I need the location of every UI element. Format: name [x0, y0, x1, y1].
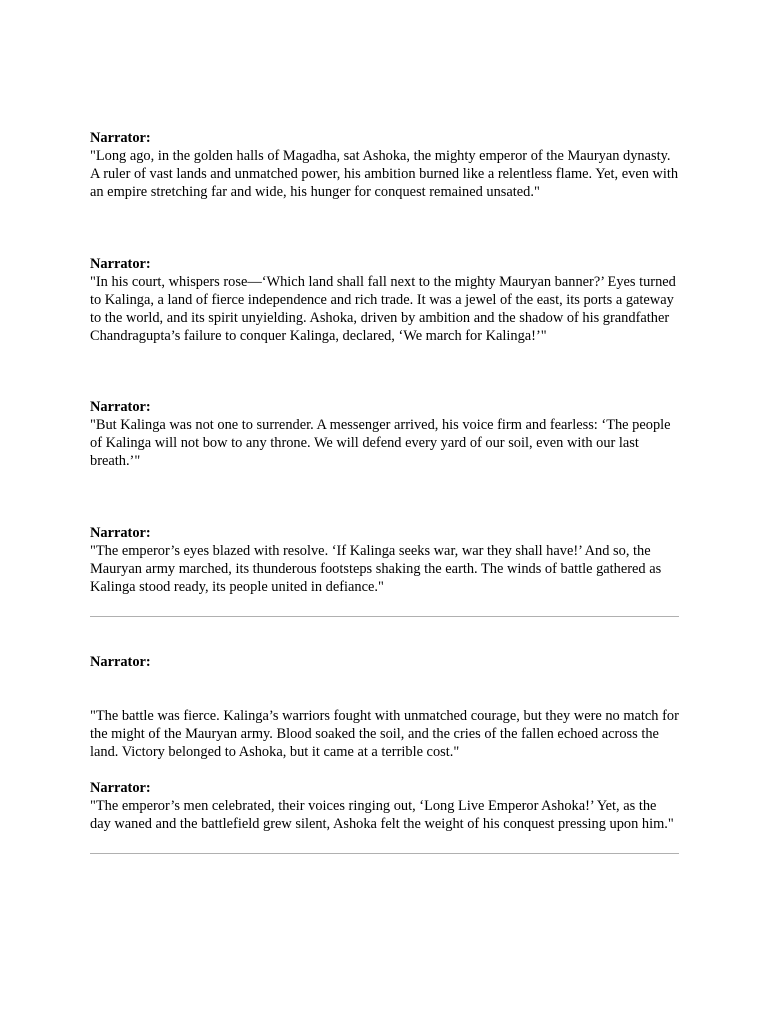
narration-block-3 [90, 398, 679, 470]
speaker-label: Narrator: [90, 654, 151, 670]
speaker-label: Narrator: [90, 780, 151, 796]
narration-text: "The emperor’s eyes blazed with resolve. ‘If Kalinga seeks war, war they shall have!’ And so, the Mauryan army marched, its thunderous footsteps shaking the earth. The winds of battle gathered as Kalinga stood ready, its people united in defiance." [90, 543, 662, 595]
narration-block-5 [90, 653, 679, 761]
narration-text: "Long ago, in the golden halls of Magadha, sat Ashoka, the mighty emperor of the Mauryan dynasty. A ruler of vast lands and unmatched power, his ambition burned like a relentless flame. Yet, even with an empire stretching far and wide, his hunger for conquest remained unsated." [90, 148, 679, 200]
narration-text: "But Kalinga was not one to surrender. A messenger arrived, his voice firm and fearless: ‘The people of Kalinga will not bow to any throne. We will defend every yard of our soil, even with our last breath.’" [90, 417, 671, 469]
narration-block-2 [90, 255, 679, 345]
speaker-label: Narrator: [90, 525, 151, 541]
narration-block-6 [90, 779, 679, 833]
section-divider [90, 616, 679, 617]
speaker-label: Narrator: [90, 256, 151, 272]
narration-text: "The battle was fierce. Kalinga’s warriors fought with unmatched courage, but they were no match for the might of the Mauryan army. Blood soaked the soil, and the cries of the fallen echoed across the land. Victory belonged to Ashoka, but it came at a terrible cost." [90, 708, 679, 760]
narration-text: "The emperor’s men celebrated, their voices ringing out, ‘Long Live Emperor Ashoka!’ Yet, as the day waned and the battlefield grew silent, Ashoka felt the weight of his conquest pressing upon him." [90, 798, 674, 832]
speaker-label: Narrator: [90, 130, 151, 146]
narration-block-4 [90, 524, 679, 596]
narration-text: "In his court, whispers rose—‘Which land shall fall next to the mighty Mauryan banner?’ Eyes turned to Kalinga, a land of fierce independence and rich trade. It was a jewel of the east, its ports a gateway to the world, and its spirit unyielding. Ashoka, driven by ambition and the shadow of his grandfather Chandragupta’s failure to conquer Kalinga, declared, ‘We march for Kalinga!’" [90, 274, 676, 344]
narration-block-1 [90, 129, 679, 201]
section-divider [90, 853, 679, 854]
speaker-label: Narrator: [90, 399, 151, 415]
document-page [90, 129, 679, 854]
